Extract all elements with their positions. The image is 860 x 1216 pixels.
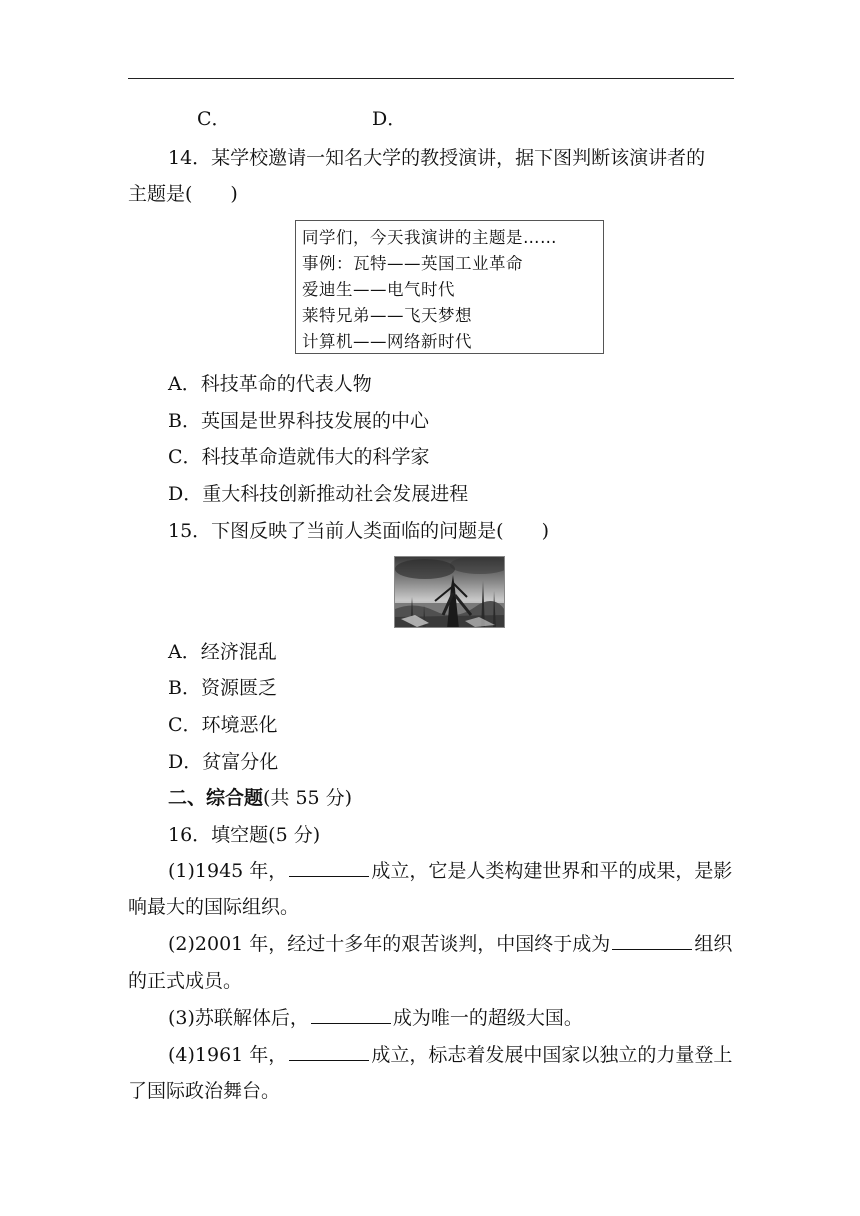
- q14-stem-line1: 14．某学校邀请一知名大学的教授演讲，据下图判断该演讲者的: [168, 147, 706, 169]
- header-rule: [128, 78, 734, 79]
- q14-option-c: C．科技革命造就伟大的科学家: [168, 446, 430, 468]
- q16-part2-line2: 的正式成员。: [128, 970, 243, 992]
- q14-option-a: A．科技革命的代表人物: [168, 373, 372, 395]
- q14-stem-line2: 主题是( ): [128, 183, 238, 205]
- q16-part4-text-b: 成立，标志着发展中国家以独立的力量登上: [371, 1044, 733, 1066]
- speech-line: 莱特兄弟——飞天梦想: [302, 306, 472, 325]
- section2-score: (共 55 分): [263, 787, 353, 809]
- q15-stem: 15．下图反映了当前人类面临的问题是( ): [168, 520, 550, 542]
- q15-option-a: A．经济混乱: [168, 641, 277, 663]
- speech-line: 爱迪生——电气时代: [302, 280, 455, 299]
- q15-option-c: C．环境恶化: [168, 714, 278, 736]
- q16-part1-text-b: 成立，它是人类构建世界和平的成果，是影: [371, 860, 733, 882]
- section2-title: 二、综合题: [168, 787, 264, 809]
- q15-option-b: B．资源匮乏: [168, 677, 277, 699]
- q16-part4-text-a: (4)1961 年，: [168, 1044, 288, 1066]
- speech-line: 计算机——网络新时代: [302, 332, 472, 351]
- q14-option-d: D．重大科技创新推动社会发展进程: [168, 483, 469, 505]
- q16-part1-line2: 响最大的国际组织。: [128, 896, 300, 918]
- answer-blank-4[interactable]: [289, 1044, 369, 1061]
- q14-option-b: B．英国是世界科技发展的中心: [168, 410, 429, 432]
- q16-part4-line2: 了国际政治舞台。: [128, 1080, 281, 1102]
- q15-forest-photo: [394, 556, 505, 628]
- q16-part2-line1: [168, 932, 732, 956]
- answer-blank-1[interactable]: [289, 860, 369, 877]
- section2-heading: [168, 786, 352, 810]
- dead-forest-image: [395, 557, 505, 628]
- q14-speech-box: [295, 220, 604, 354]
- speech-line: 事例：瓦特——英国工业革命: [302, 254, 523, 273]
- q15-option-d: D．贫富分化: [168, 751, 279, 773]
- q16-part2-text-b: 组织: [694, 933, 733, 955]
- option-d-label: D．: [372, 108, 407, 130]
- q16-part2-text-a: (2)2001 年，经过十多年的艰苦谈判，中国终于成为: [168, 933, 611, 955]
- q16-title: 16．填空题(5 分): [168, 824, 321, 846]
- option-c-label: C．: [197, 108, 231, 130]
- q16-part3-text-b: 成为唯一的超级大国。: [392, 1007, 583, 1029]
- q16-part3-text-a: (3)苏联解体后，: [168, 1007, 309, 1029]
- answer-blank-3[interactable]: [311, 1007, 391, 1024]
- q16-part3-line: [168, 1006, 583, 1030]
- q16-part4-line1: [168, 1043, 732, 1067]
- answer-blank-2[interactable]: [612, 933, 692, 950]
- q16-part1-text-a: (1)1945 年，: [168, 860, 288, 882]
- q16-part1-line1: [168, 859, 732, 883]
- speech-line: 同学们，今天我演讲的主题是……: [302, 228, 557, 247]
